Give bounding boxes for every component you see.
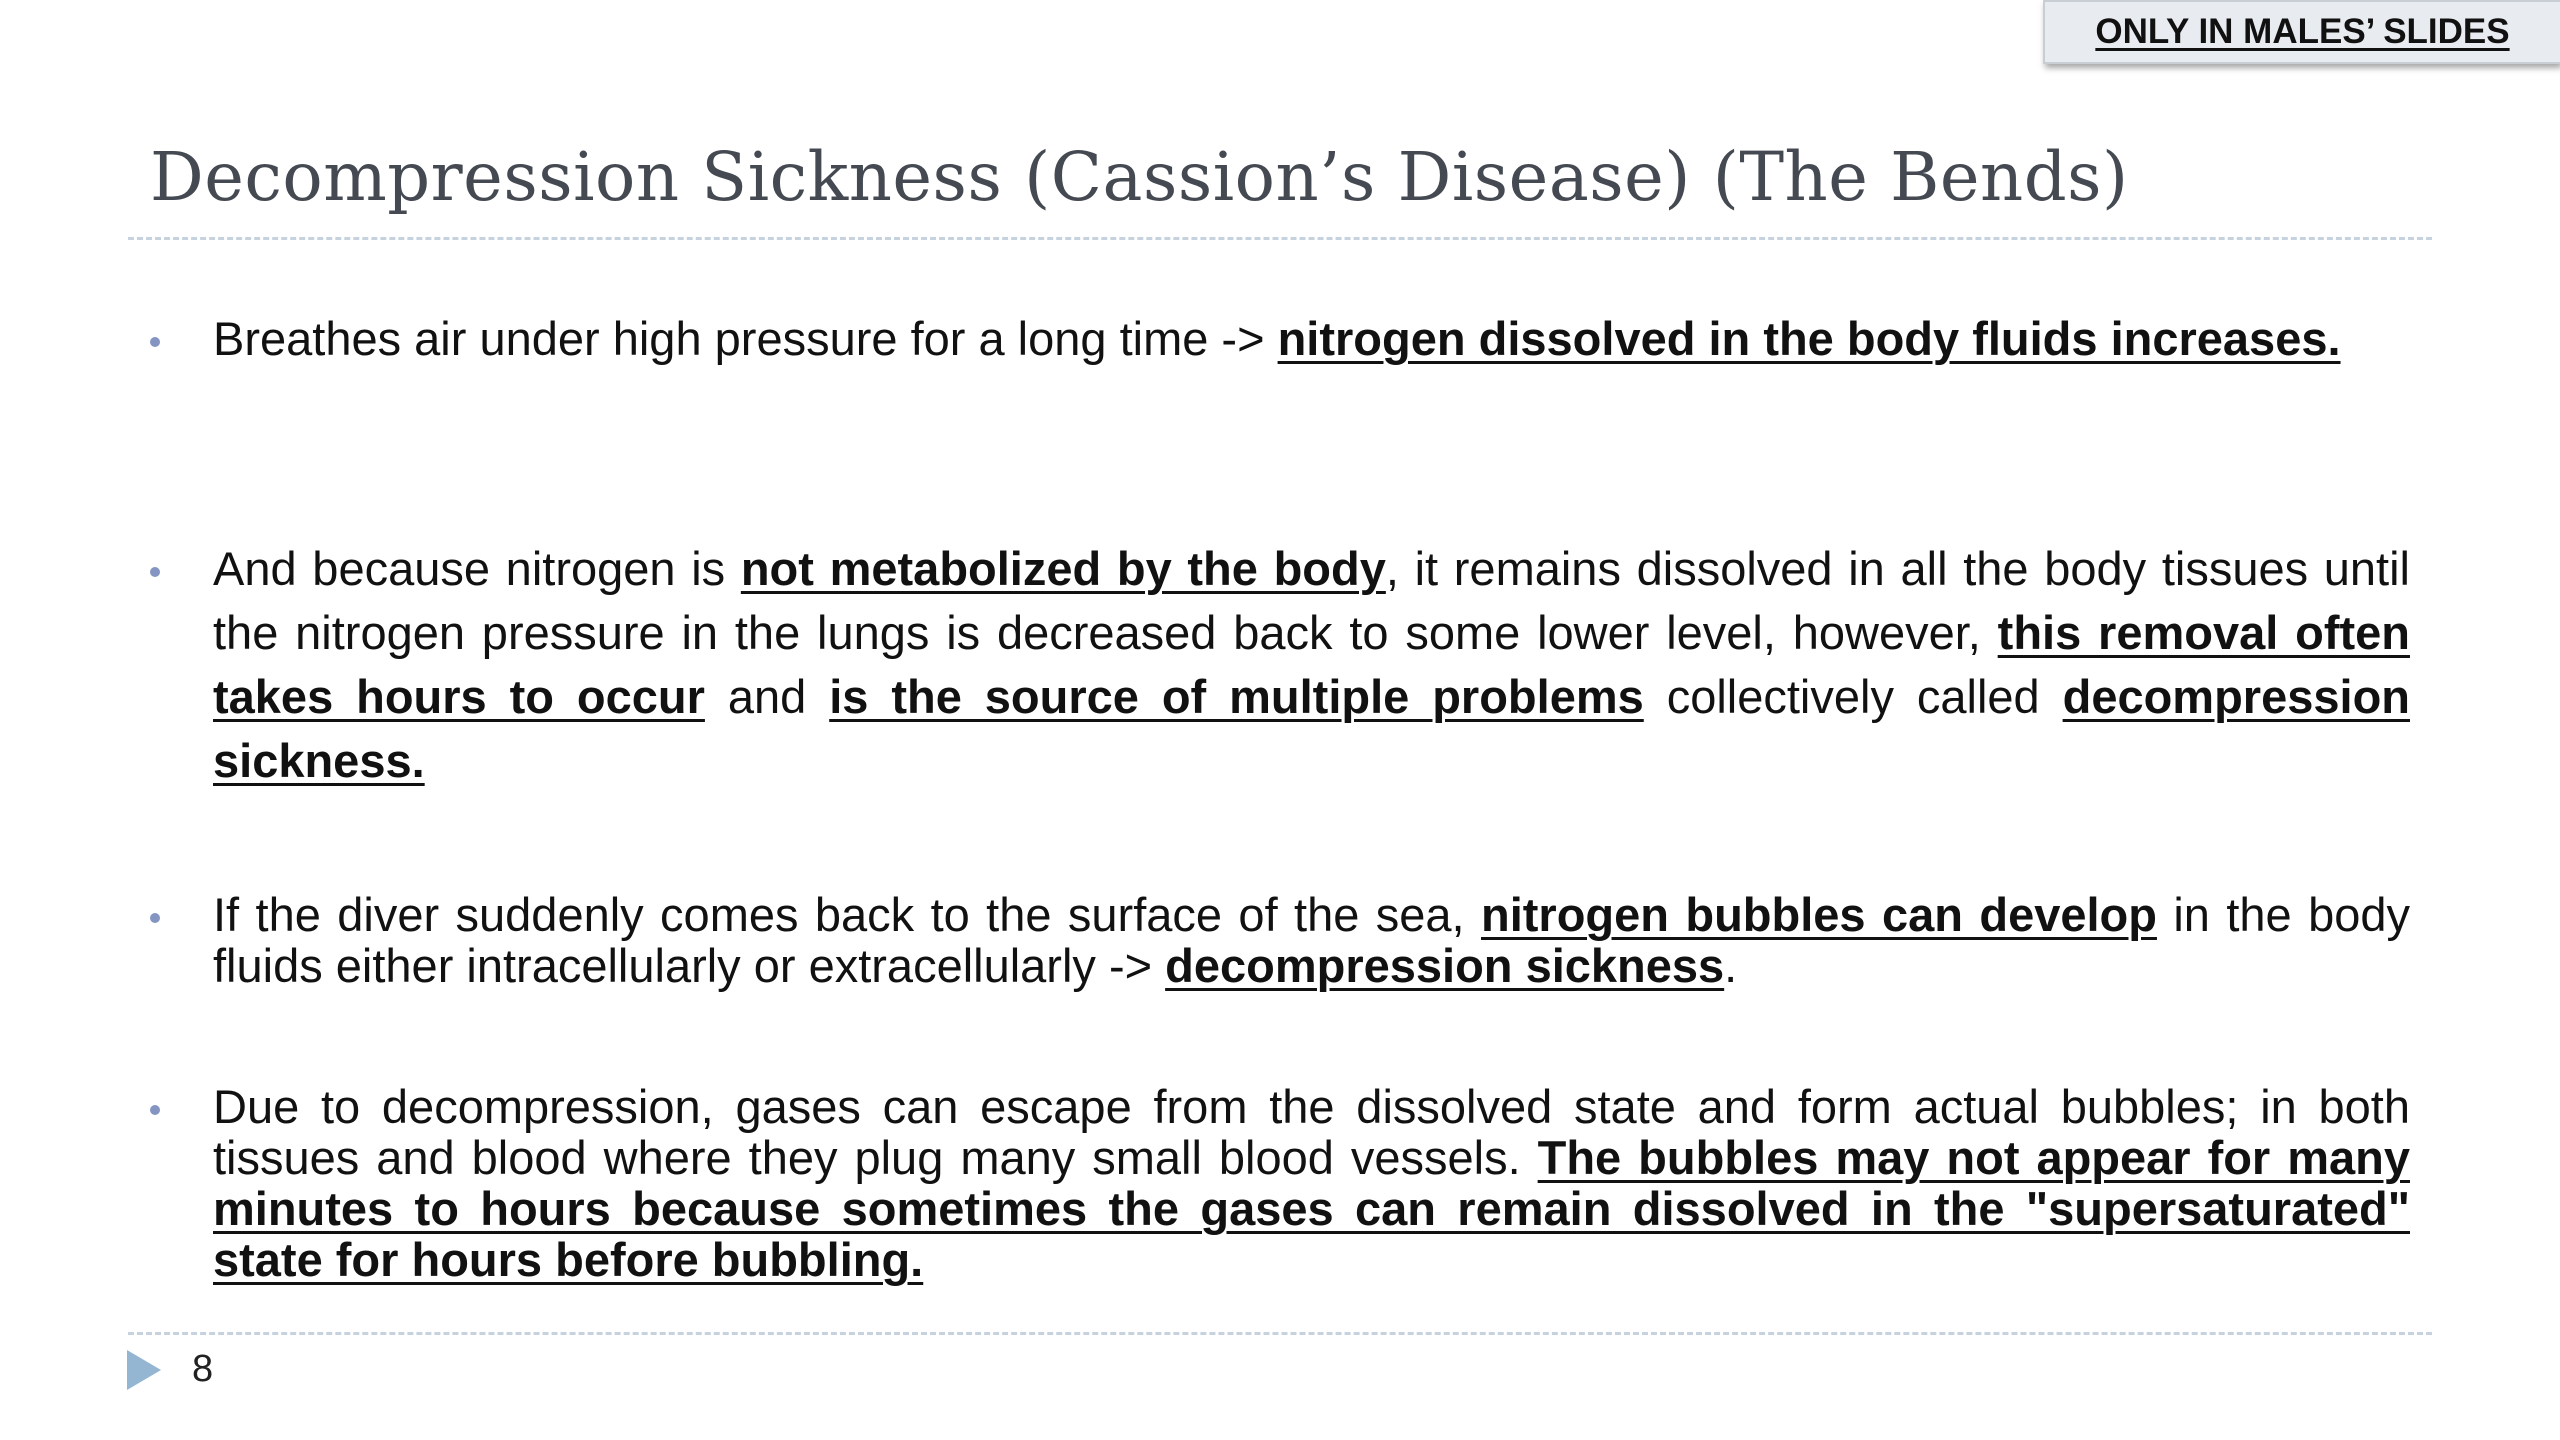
bullet-emphasis: this removal often takes hours to occur [213, 606, 2410, 723]
bullet-text [213, 307, 2410, 371]
bullet-emphasis: decompression sickness [1165, 939, 1725, 992]
play-triangle-icon [127, 1350, 161, 1390]
bullet-text-segment: Breathes air under high pressure for a long time -> [213, 312, 1278, 365]
title-divider [128, 237, 2432, 240]
bullet-dot-icon [150, 567, 160, 577]
bullet-emphasis: nitrogen bubbles can develop [1481, 888, 2157, 941]
page-number: 8 [192, 1348, 214, 1390]
footer-divider [128, 1332, 2432, 1335]
bullet-emphasis: decompression sickness. [213, 670, 2410, 787]
bullet-text-segment: If the diver suddenly comes back to the surface of the sea, [213, 888, 1482, 941]
bullet-text [213, 1081, 2410, 1285]
bullet-dot-icon [150, 1105, 160, 1115]
bullet-emphasis: nitrogen dissolved in the body fluids increases. [1277, 312, 2341, 365]
bullet-dot-icon [150, 913, 160, 923]
bullet-text-segment: collectively called [1643, 670, 2063, 723]
bullet-emphasis: The bubbles may not appear for many minutes to hours because sometimes the gases can remain dissolved in the "supersaturated" state for hours before bubbling. [213, 1131, 2410, 1286]
slide-title: Decompression Sickness (Cassion’s Disease) (The Bends) [150, 138, 2129, 216]
bullet-text [213, 537, 2410, 793]
bullet-text-segment: Due to decompression, gases can escape from the dissolved state and form actual bubbles; in both tissues and blood where they plug many small blood vessels. [213, 1080, 2410, 1184]
bullet-text-segment: in the body fluids either intracellularly or extracellularly -> [213, 888, 2411, 992]
bullet-text-segment: And because nitrogen is [213, 542, 741, 595]
bullet-emphasis: is the source of multiple problems [829, 670, 1644, 723]
bullet-text-segment: and [704, 670, 830, 723]
bullet-emphasis: not metabolized by the body [740, 542, 1386, 595]
bullet-text [213, 889, 2410, 991]
bullet-dot-icon [150, 337, 160, 347]
bullet-text-segment: . [1724, 939, 1738, 992]
bullet-text-segment: , it remains dissolved in all the body tissues until the nitrogen pressure in the lungs is decreased back to some lower level, however, [213, 542, 2410, 659]
males-only-badge: ONLY IN MALES’ SLIDES [2043, 0, 2560, 64]
